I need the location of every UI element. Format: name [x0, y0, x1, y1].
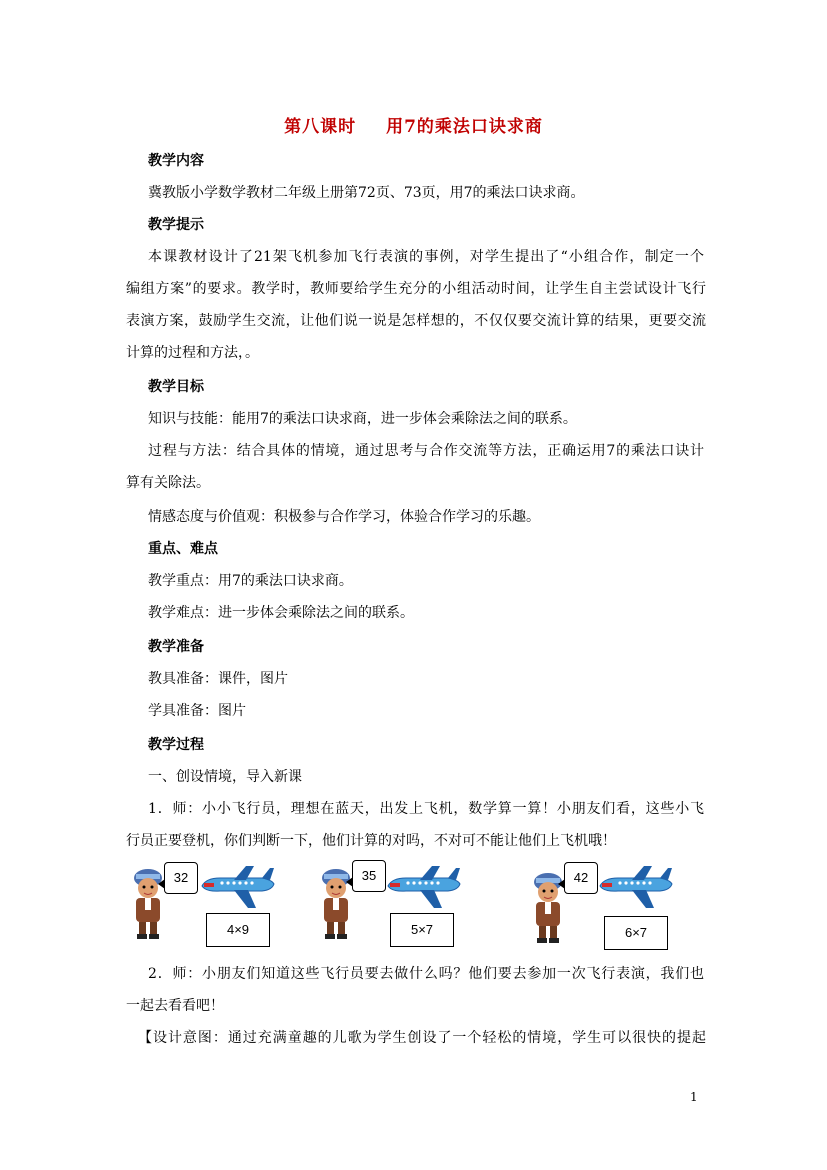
title-topic: 用7的乘法口诀求商 — [386, 117, 543, 137]
expression-card: 4×9 — [206, 913, 270, 947]
pilot-illustration — [120, 850, 700, 950]
heading-process: 教学过程 — [148, 737, 204, 753]
heading-key-points: 重点、难点 — [148, 541, 218, 557]
content-text: 冀教版小学数学教材二年级上册第72页、73页，用7的乘法口诀求商。 — [148, 185, 585, 201]
tips-line-3: 表演方案，鼓励学生交流，让他们说一说是怎样想的，不仅仅要交流计算的结果，更要交流 — [126, 313, 706, 329]
goal-process-line-2: 算有关除法。 — [126, 475, 210, 491]
answer-bubble: 42 — [564, 862, 598, 894]
student-preparation: 学具准备：图片 — [148, 703, 246, 719]
paragraph-1-line-1: 1．师：小小飞行员，理想在蓝天，出发上飞机，数学算一算！小朋友们看，这些小飞 — [148, 801, 704, 817]
paragraph-2-line-2: 一起去看看吧！ — [126, 998, 224, 1014]
pilot-icon — [130, 866, 166, 940]
difficult-point: 教学难点：进一步体会乘除法之间的联系。 — [148, 605, 414, 621]
design-intent-line-1: 【设计意图：通过充满童趣的儿歌为学生创设了一个轻松的情境，学生可以很快的提起 — [138, 1030, 706, 1046]
heading-goals: 教学目标 — [148, 379, 204, 395]
lesson-title — [0, 112, 827, 137]
answer-bubble: 32 — [164, 862, 198, 894]
answer-bubble: 35 — [352, 860, 386, 892]
airplane-icon — [598, 864, 674, 910]
airplane-icon — [386, 864, 462, 910]
paragraph-2-line-1: 2．师：小朋友们知道这些飞行员要去做什么吗？他们要去参加一次飞行表演，我们也 — [148, 966, 704, 982]
goal-attitude: 情感态度与价值观：积极参与合作学习，体验合作学习的乐趣。 — [148, 509, 540, 525]
paragraph-1-line-2: 行员正要登机，你们判断一下，他们计算的对吗，不对可不能让他们上飞机哦！ — [126, 833, 616, 849]
goal-knowledge: 知识与技能：能用7的乘法口诀求商，进一步体会乘除法之间的联系。 — [148, 411, 577, 427]
step-one-title: 一、创设情境，导入新课 — [148, 769, 302, 785]
heading-content: 教学内容 — [148, 153, 204, 169]
key-point: 教学重点：用7的乘法口诀求商。 — [148, 573, 353, 589]
teacher-preparation: 教具准备：课件，图片 — [148, 671, 288, 687]
page-number: 1 — [690, 1090, 698, 1104]
title-lesson-number: 第八课时 — [284, 117, 357, 137]
tips-line-4: 计算的过程和方法，。 — [126, 345, 259, 361]
expression-card: 6×7 — [604, 916, 668, 950]
tips-line-1: 本课教材设计了21架飞机参加飞行表演的事例，对学生提出了“小组合作，制定一个 — [148, 249, 704, 265]
airplane-icon — [200, 864, 276, 910]
tips-line-2: 编组方案”的要求。教学时，教师要给学生充分的小组活动时间，让学生自主尝试设计飞行 — [126, 281, 706, 297]
heading-tips: 教学提示 — [148, 217, 204, 233]
heading-preparation: 教学准备 — [148, 639, 204, 655]
goal-process-line-1: 过程与方法：结合具体的情境，通过思考与合作交流等方法，正确运用7的乘法口诀计 — [148, 443, 704, 459]
expression-card: 5×7 — [390, 913, 454, 947]
